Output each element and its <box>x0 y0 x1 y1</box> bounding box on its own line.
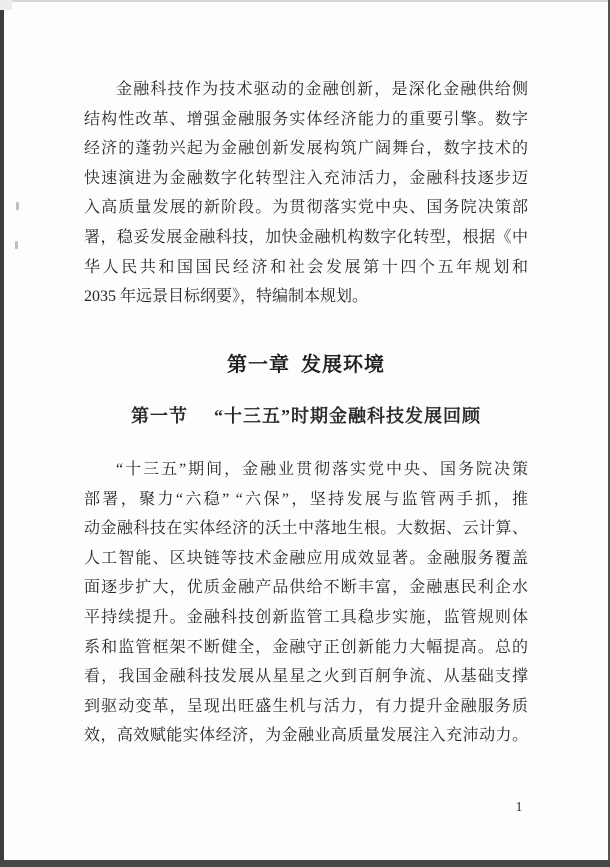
scan-artifact-mark <box>15 241 18 249</box>
page-number: 1 <box>515 800 523 815</box>
text-line: 部署，聚力“六稳” “六保”，坚持发展与监管两手抓，推 <box>84 490 528 508</box>
text-line: 动金融科技在实体经济的沃土中落地生根。大数据、云计算、 <box>84 520 528 538</box>
chapter-number: 第一章 <box>227 354 290 376</box>
text-line: 快速演进为金融数字化转型注入充沛活力，金融科技逐步迈 <box>84 169 528 187</box>
text-line: 系和监管框架不断健全，金融守正创新能力大幅提高。总的 <box>84 638 528 656</box>
paragraph-intro <box>84 75 528 312</box>
text-line: 经济的蓬勃兴起为金融创新发展构筑广阔舞台，数字技术的 <box>84 140 528 158</box>
text-line: “十三五”期间，金融业贯彻落实党中央、国务院决策 <box>116 461 528 478</box>
text-line: 结构性改革、增强金融服务实体经济能力的重要引擎。数字 <box>84 110 528 128</box>
section-number: 第一节 <box>131 406 188 426</box>
text-line: 2035 年远景目标纲要》，特编制本规划。 <box>84 288 369 306</box>
text-line: 署，稳妥发展金融科技，加快金融机构数字化转型，根据《中 <box>84 228 528 246</box>
text-line: 效，高效赋能实体经济，为金融业高质量发展注入充沛动力。 <box>84 727 528 745</box>
text-line: 入高质量发展的新阶段。为贯彻落实党中央、国务院决策部 <box>84 199 528 217</box>
text-line: 面逐步扩大，优质金融产品供给不断丰富，金融惠民利企水 <box>84 579 528 597</box>
text-line: 人工智能、区块链等技术金融应用成效显著。金融服务覆盖 <box>84 549 528 567</box>
section-title: “十三五”时期金融科技发展回顾 <box>214 406 481 426</box>
scan-artifact-mark <box>16 202 19 210</box>
chapter-title: 发展环境 <box>301 354 385 376</box>
section-heading <box>84 402 528 428</box>
text-line: 到驱动变革，呈现出旺盛生机与活力，有力提升金融服务质 <box>84 697 528 715</box>
text-line: 华人民共和国国民经济和社会发展第十四个五年规划和 <box>84 258 528 276</box>
scan-edge-bottom <box>0 860 610 867</box>
text-line: 平持续提升。金融科技创新监管工具稳步实施，监管规则体 <box>84 608 528 626</box>
scan-edge-left <box>0 0 4 867</box>
chapter-heading <box>84 348 528 377</box>
paragraph-thirteenth-fiveyear-review <box>84 455 528 751</box>
text-line: 金融科技作为技术驱动的金融创新，是深化金融供给侧 <box>116 81 528 98</box>
text-line: 看，我国金融科技发展从星星之火到百舸争流、从基础支撑 <box>84 668 528 686</box>
scan-edge-top <box>0 0 610 2</box>
scan-corner-notch <box>0 0 12 10</box>
